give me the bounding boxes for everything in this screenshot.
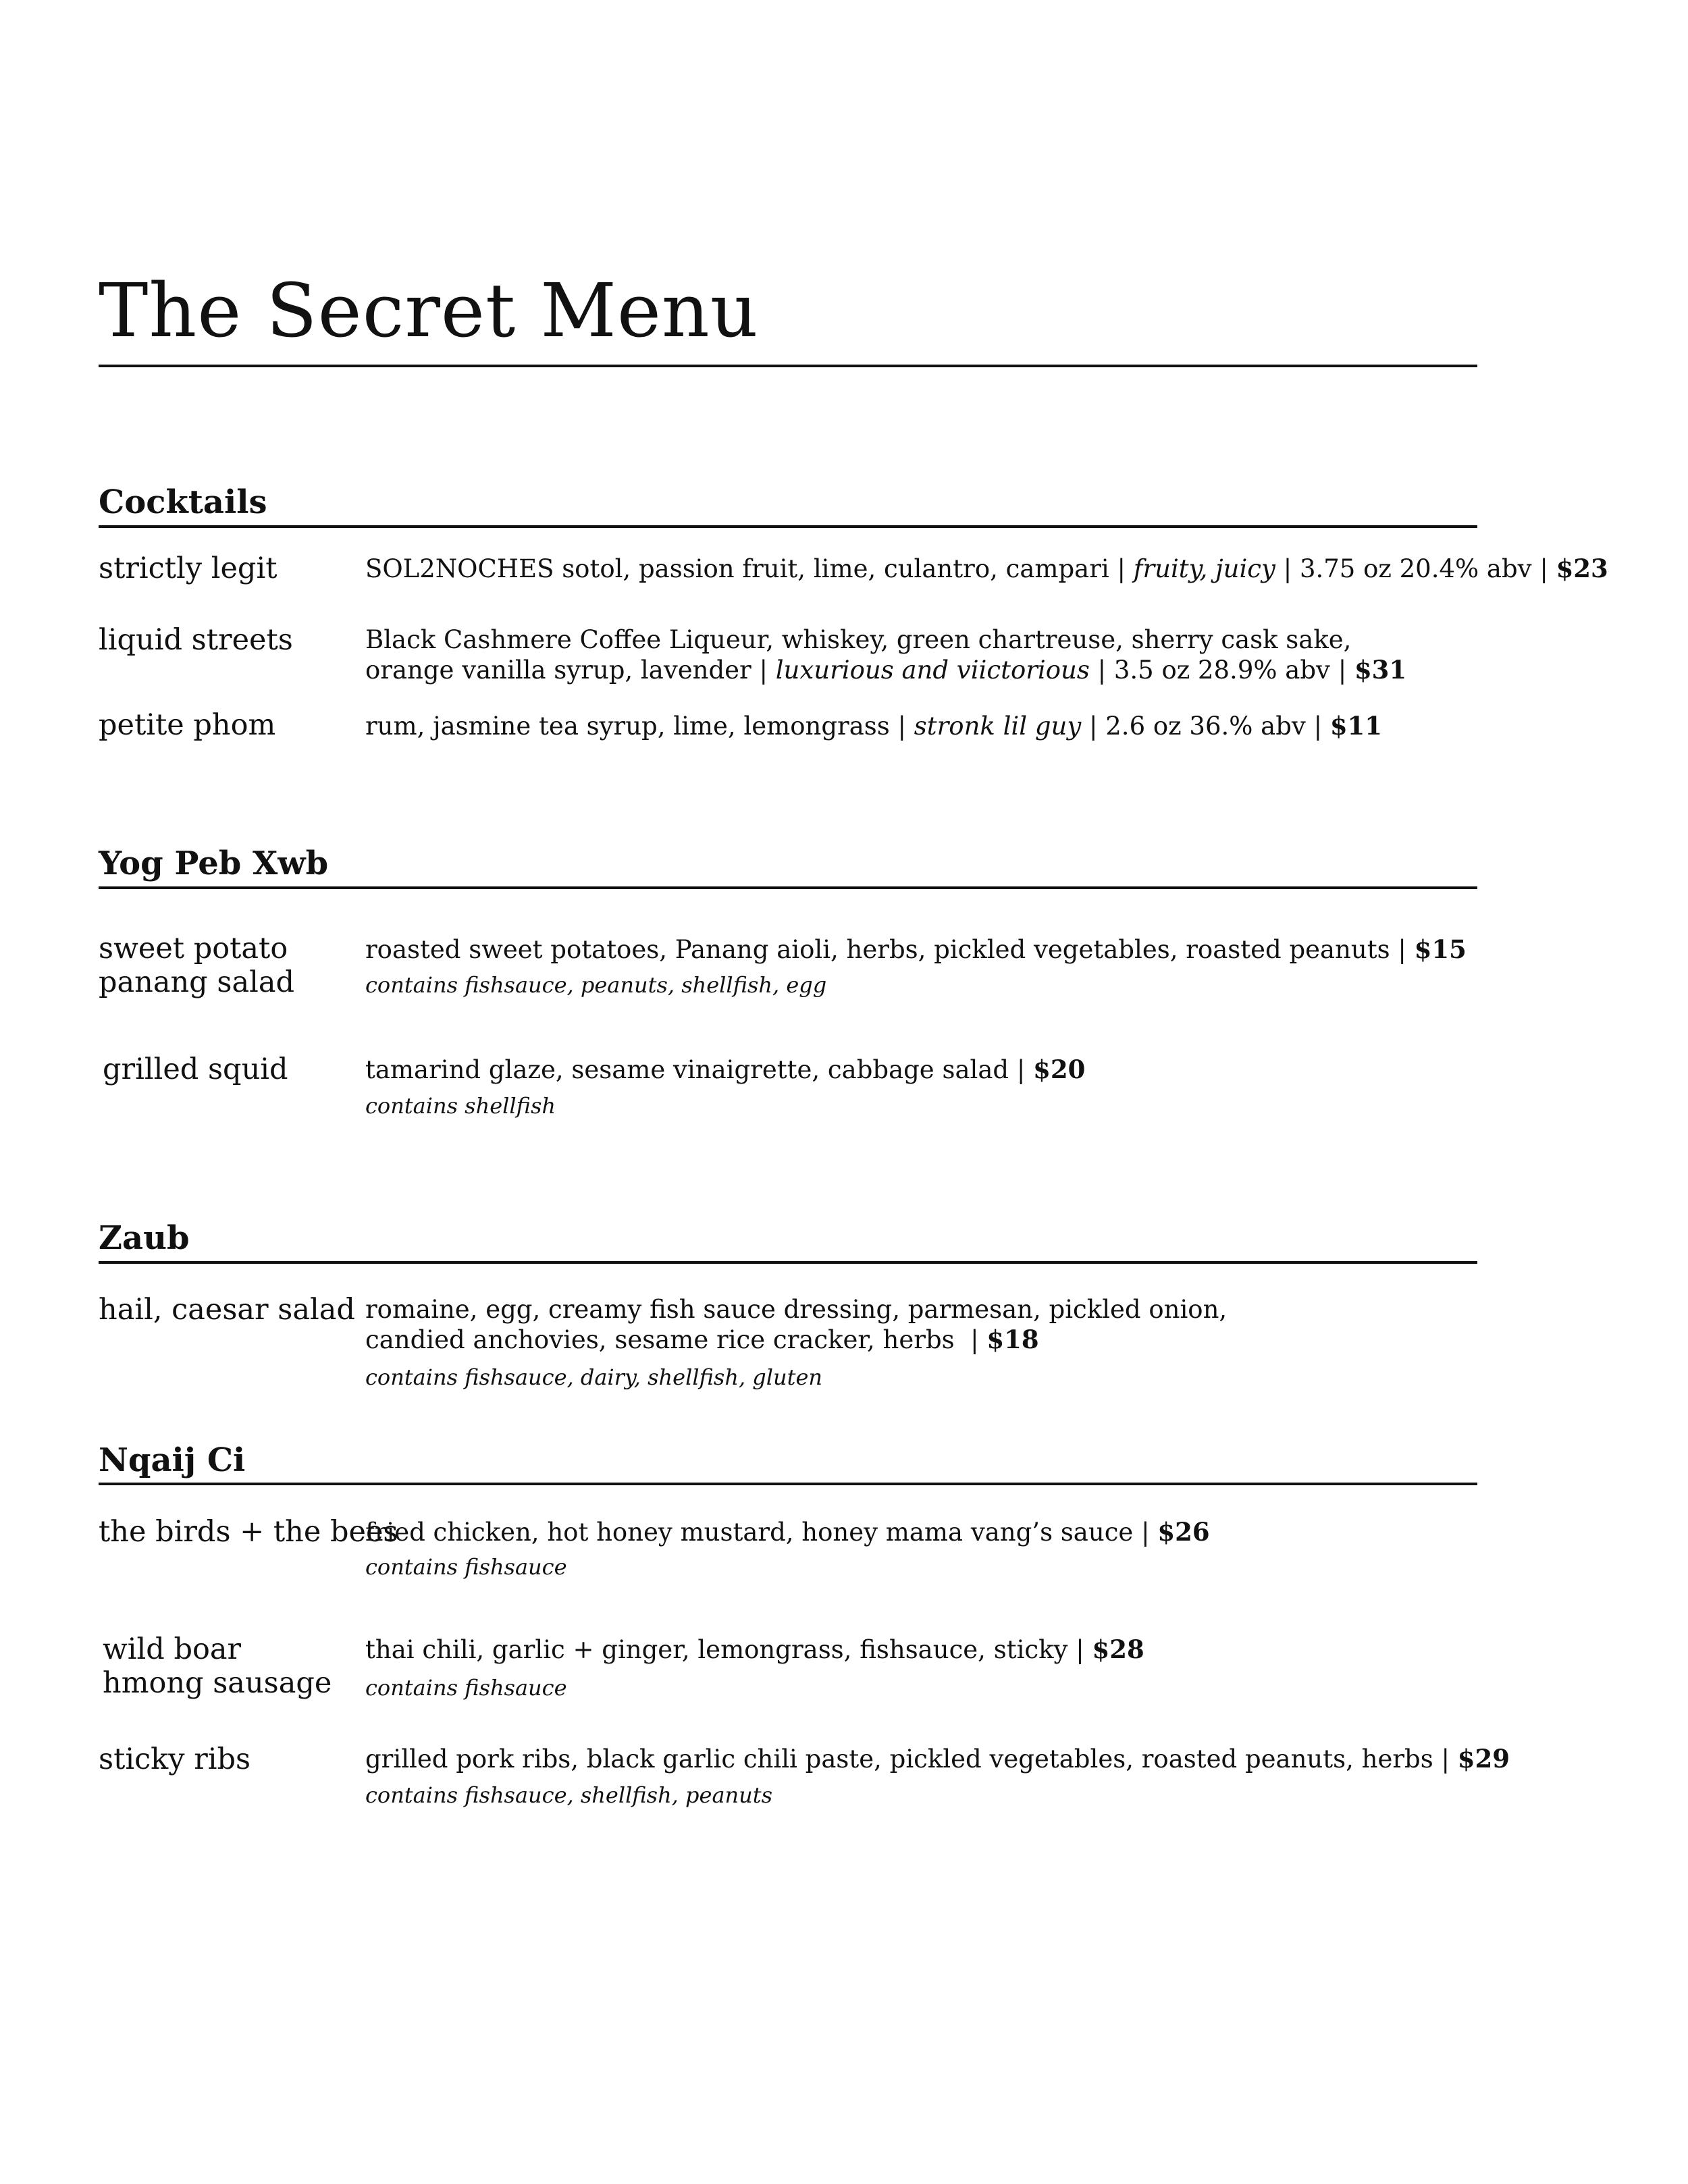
- pour-info: 3.5 oz 28.9% abv: [1113, 656, 1330, 685]
- section-title-nqaij-ci: Nqaij Ci: [99, 1441, 246, 1479]
- item-ingredients-line-1: romaine, egg, creamy fish sauce dressing, parmesan, pickled onion,: [365, 1295, 1228, 1324]
- item-price: $31: [1354, 655, 1407, 685]
- section-title-zaub: Zaub: [99, 1219, 190, 1257]
- item-ingredients: roasted sweet potatoes, Panang aioli, herbs, pickled vegetables, roasted peanuts: [365, 935, 1390, 964]
- item-name-the-birds-the-bees: the birds + the bees: [99, 1515, 398, 1549]
- section-divider-zaub: [99, 1261, 1477, 1264]
- item-description-petite-phom: rum, jasmine tea syrup, lime, lemongrass | stronk lil guy | 2.6 oz 36.% abv | $11: [365, 711, 1383, 741]
- item-price: $18: [986, 1325, 1039, 1354]
- item-name-sticky-ribs: sticky ribs: [99, 1742, 251, 1776]
- item-name-sweet-potato-panang-salad: [99, 932, 294, 999]
- item-description-grilled-squid: tamarind glaze, sesame vinaigrette, cabbage salad | $20: [365, 1055, 1086, 1084]
- item-description-strictly-legit: SOL2NOCHES sotol, passion fruit, lime, culantro, campari | fruity, juicy | 3.75 oz 20.4% abv | $23: [365, 554, 1608, 583]
- item-ingredients: grilled pork ribs, black garlic chili paste, pickled vegetables, roasted peanuts, herbs: [365, 1744, 1433, 1774]
- item-description-sticky-ribs: grilled pork ribs, black garlic chili paste, pickled vegetables, roasted peanuts, herbs | $29: [365, 1744, 1510, 1774]
- title-divider: [99, 365, 1477, 367]
- page-title: The Secret Menu: [99, 267, 759, 354]
- section-title-cocktails: Cocktails: [99, 483, 267, 521]
- item-description-wild-boar-hmong-sausage: thai chili, garlic + ginger, lemongrass, fishsauce, sticky | $28: [365, 1634, 1144, 1664]
- item-price: $20: [1033, 1055, 1086, 1084]
- section-divider-yog-peb-xwb: [99, 886, 1477, 889]
- allergen-note: contains fishsauce: [365, 1675, 567, 1701]
- item-name-line-2: hmong sausage: [103, 1666, 332, 1700]
- item-name-liquid-streets: liquid streets: [99, 623, 293, 657]
- item-description-liquid-streets: Black Cashmere Coffee Liqueur, whiskey, green chartreuse, sherry cask sake, orange vanilla syrup, lavender | luxurious and viictorious | 3.5 oz 28.9% abv | $31: [365, 625, 1407, 685]
- item-name-petite-phom: petite phom: [99, 708, 276, 742]
- item-ingredients: fried chicken, hot honey mustard, honey mama vang’s sauce: [365, 1518, 1134, 1547]
- section-divider-nqaij-ci: [99, 1483, 1477, 1485]
- item-price: $11: [1329, 711, 1383, 741]
- item-ingredients: tamarind glaze, sesame vinaigrette, cabbage salad: [365, 1055, 1009, 1084]
- item-name-grilled-squid: grilled squid: [103, 1053, 288, 1086]
- pour-info: 2.6 oz 36.% abv: [1105, 712, 1306, 741]
- item-ingredients-line-2: candied anchovies, sesame rice cracker, herbs: [365, 1325, 955, 1354]
- item-name-line-1: wild boar: [103, 1632, 242, 1666]
- item-name-line-2: panang salad: [99, 965, 294, 999]
- allergen-note: contains fishsauce, shellfish, peanuts: [365, 1782, 773, 1808]
- item-name-strictly-legit: strictly legit: [99, 552, 278, 585]
- item-name-wild-boar-hmong-sausage: [103, 1632, 332, 1700]
- item-ingredients: thai chili, garlic + ginger, lemongrass, fishsauce, sticky: [365, 1635, 1068, 1664]
- item-name-line-1: sweet potato: [99, 932, 288, 965]
- tasting-notes: stronk lil guy: [914, 712, 1082, 741]
- item-ingredients: rum, jasmine tea syrup, lime, lemongrass: [365, 712, 890, 741]
- item-ingredients: SOL2NOCHES sotol, passion fruit, lime, culantro, campari: [365, 554, 1109, 583]
- allergen-note: contains fishsauce, dairy, shellfish, gluten: [365, 1364, 823, 1390]
- allergen-note: contains fishsauce, peanuts, shellfish, egg: [365, 972, 827, 998]
- item-price: $28: [1092, 1634, 1144, 1664]
- item-ingredients-line-1: Black Cashmere Coffee Liqueur, whiskey, green chartreuse, sherry cask sake,: [365, 625, 1352, 654]
- item-description-hail-caesar-salad: romaine, egg, creamy fish sauce dressing, parmesan, pickled onion, candied anchovies, sesame rice cracker, herbs | $18: [365, 1295, 1228, 1354]
- allergen-note: contains shellfish: [365, 1093, 556, 1119]
- tasting-notes: luxurious and viictorious: [775, 656, 1090, 685]
- item-price: $23: [1556, 554, 1608, 583]
- section-divider-cocktails: [99, 525, 1477, 528]
- item-description-sweet-potato-panang-salad: roasted sweet potatoes, Panang aioli, herbs, pickled vegetables, roasted peanuts | $15: [365, 934, 1467, 964]
- item-name-hail-caesar-salad: hail, caesar salad: [99, 1293, 355, 1327]
- item-price: $29: [1457, 1744, 1510, 1774]
- item-price: $26: [1157, 1517, 1210, 1547]
- item-description-the-birds-the-bees: fried chicken, hot honey mustard, honey mama vang’s sauce | $26: [365, 1517, 1210, 1547]
- item-price: $15: [1414, 934, 1467, 964]
- allergen-note: contains fishsauce: [365, 1554, 567, 1580]
- tasting-notes: fruity, juicy: [1133, 554, 1275, 583]
- section-title-yog-peb-xwb: Yog Peb Xwb: [99, 845, 329, 882]
- item-ingredients-line-2: orange vanilla syrup, lavender: [365, 656, 751, 685]
- pour-info: 3.75 oz 20.4% abv: [1299, 554, 1532, 583]
